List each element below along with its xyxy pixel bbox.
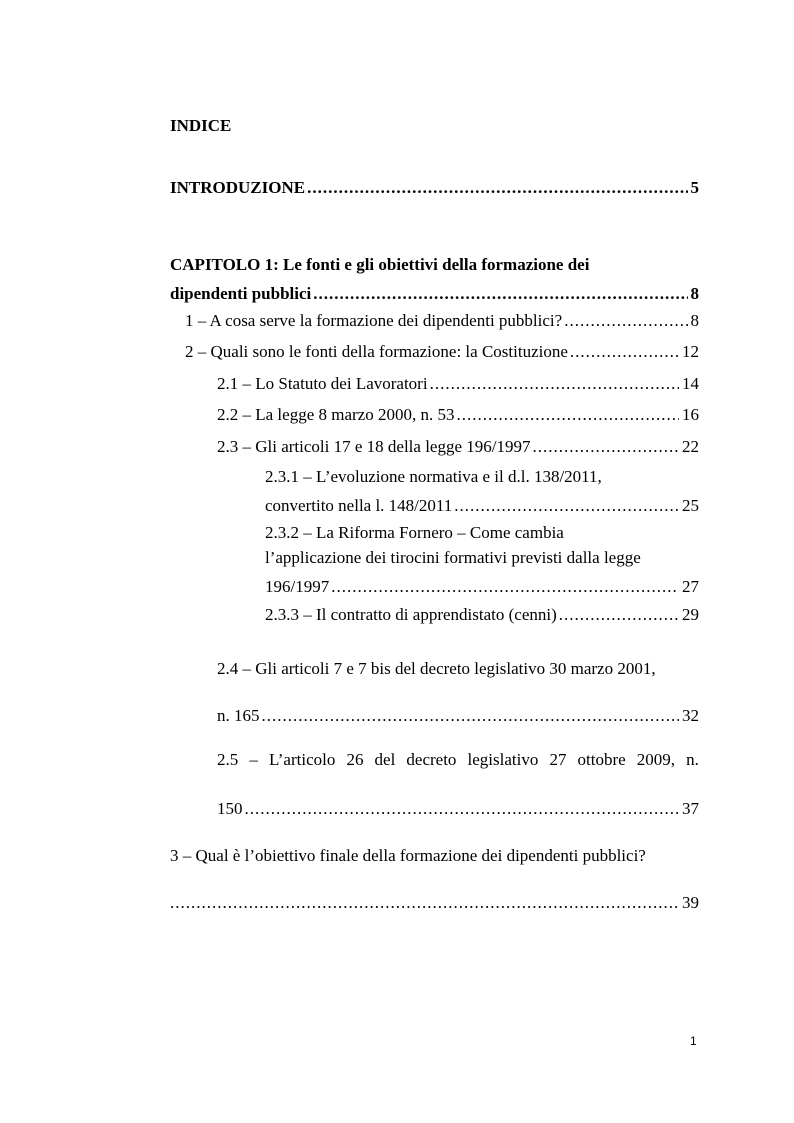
toc-entry-section-2-3-2-line1[interactable]: 2.3.2 – La Riforma Fornero – Come cambia bbox=[265, 523, 564, 542]
toc-entry-section-2-5[interactable] bbox=[217, 799, 699, 819]
toc-entry-capitolo-1[interactable] bbox=[170, 284, 699, 304]
toc-entry-title: 2.3.3 – Il contratto di apprendistato (cenni) bbox=[265, 605, 557, 624]
toc-entry-page: 16 bbox=[682, 405, 699, 424]
toc-heading: INDICE bbox=[170, 116, 232, 135]
dot-leader bbox=[570, 342, 679, 362]
dot-leader bbox=[533, 437, 680, 457]
toc-entry-title: 1 – A cosa serve la formazione dei dipendenti pubblici? bbox=[185, 311, 563, 330]
page-number: 1 bbox=[690, 1034, 697, 1048]
toc-entry-section-2-5-line1[interactable] bbox=[217, 750, 699, 770]
justified-word: 27 bbox=[549, 750, 567, 769]
toc-entry-page: 39 bbox=[682, 893, 699, 912]
toc-entry-section-2-3-3[interactable] bbox=[265, 605, 699, 625]
justified-word: del bbox=[374, 750, 396, 769]
dot-leader bbox=[456, 405, 679, 425]
toc-entry-section-2-3-1-line1[interactable]: 2.3.1 – L’evoluzione normativa e il d.l. 138/2011, bbox=[265, 467, 602, 486]
toc-entry-title: n. 165 bbox=[217, 706, 260, 725]
justified-word: decreto bbox=[406, 750, 457, 769]
toc-entry-page: 32 bbox=[682, 706, 699, 725]
toc-entry-section-2-3-1[interactable] bbox=[265, 496, 699, 516]
toc-entry-page: 8 bbox=[690, 284, 699, 303]
toc-entry-page: 27 bbox=[682, 577, 699, 596]
justified-word: legislativo bbox=[467, 750, 539, 769]
toc-entry-section-1[interactable] bbox=[185, 311, 699, 331]
toc-entry-page: 12 bbox=[682, 342, 699, 361]
toc-entry-page: 37 bbox=[682, 799, 699, 818]
toc-entry-page: 22 bbox=[682, 437, 699, 456]
dot-leader bbox=[430, 374, 679, 394]
toc-entry-title: 2.1 – Lo Statuto dei Lavoratori bbox=[217, 374, 428, 393]
justified-word: n. bbox=[686, 750, 699, 769]
toc-entry-page: 14 bbox=[682, 374, 699, 393]
toc-entry-section-3[interactable] bbox=[170, 893, 699, 913]
toc-entry-title: 2.2 – La legge 8 marzo 2000, n. 53 bbox=[217, 405, 455, 424]
toc-entry-section-2[interactable] bbox=[185, 342, 699, 362]
toc-entry-section-2-1[interactable] bbox=[217, 374, 699, 394]
toc-entry-title: dipendenti pubblici bbox=[170, 284, 312, 303]
toc-entry-title: 150 bbox=[217, 799, 243, 818]
dot-leader bbox=[262, 706, 680, 726]
justified-word: 2009, bbox=[636, 750, 676, 769]
dot-leader bbox=[559, 605, 679, 625]
toc-entry-section-2-3-2[interactable] bbox=[265, 577, 699, 597]
toc-entry-page: 8 bbox=[690, 311, 699, 330]
toc-entry-title: 196/1997 bbox=[265, 577, 330, 596]
justified-word: 26 bbox=[346, 750, 364, 769]
dot-leader bbox=[564, 311, 687, 331]
toc-entry-page: 25 bbox=[682, 496, 699, 515]
toc-entry-section-2-4-line1[interactable]: 2.4 – Gli articoli 7 e 7 bis del decreto legislativo 30 marzo 2001, bbox=[217, 659, 656, 678]
toc-entry-section-3-line1[interactable]: 3 – Qual è l’obiettivo finale della formazione dei dipendenti pubblici? bbox=[170, 846, 646, 865]
toc-chapter-1-title-line1[interactable]: CAPITOLO 1: Le fonti e gli obiettivi della formazione dei bbox=[170, 255, 590, 274]
justified-word: ottobre bbox=[577, 750, 626, 769]
toc-entry-section-2-2[interactable] bbox=[217, 405, 699, 425]
toc-entry-introduzione[interactable] bbox=[170, 178, 699, 198]
justified-word: – bbox=[249, 750, 258, 769]
toc-entry-section-2-3-2-line2[interactable]: l’applicazione dei tirocini formativi previsti dalla legge bbox=[265, 548, 641, 567]
toc-entry-page: 29 bbox=[682, 605, 699, 624]
justified-word: L’articolo bbox=[268, 750, 336, 769]
toc-entry-title: 2 – Quali sono le fonti della formazione: la Costituzione bbox=[185, 342, 568, 361]
dot-leader bbox=[245, 799, 680, 819]
dot-leader bbox=[170, 893, 679, 913]
toc-entry-section-2-3[interactable] bbox=[217, 437, 699, 457]
toc-entry-section-2-4[interactable] bbox=[217, 706, 699, 726]
justified-word: 2.5 bbox=[217, 750, 239, 769]
toc-entry-title: 2.3 – Gli articoli 17 e 18 della legge 196/1997 bbox=[217, 437, 531, 456]
toc-entry-page: 5 bbox=[690, 178, 699, 197]
dot-leader bbox=[454, 496, 679, 516]
dot-leader bbox=[331, 577, 679, 597]
toc-entry-title: convertito nella l. 148/2011 bbox=[265, 496, 453, 515]
dot-leader bbox=[307, 178, 687, 198]
dot-leader bbox=[313, 284, 687, 304]
toc-entry-title: INTRODUZIONE bbox=[170, 178, 306, 197]
